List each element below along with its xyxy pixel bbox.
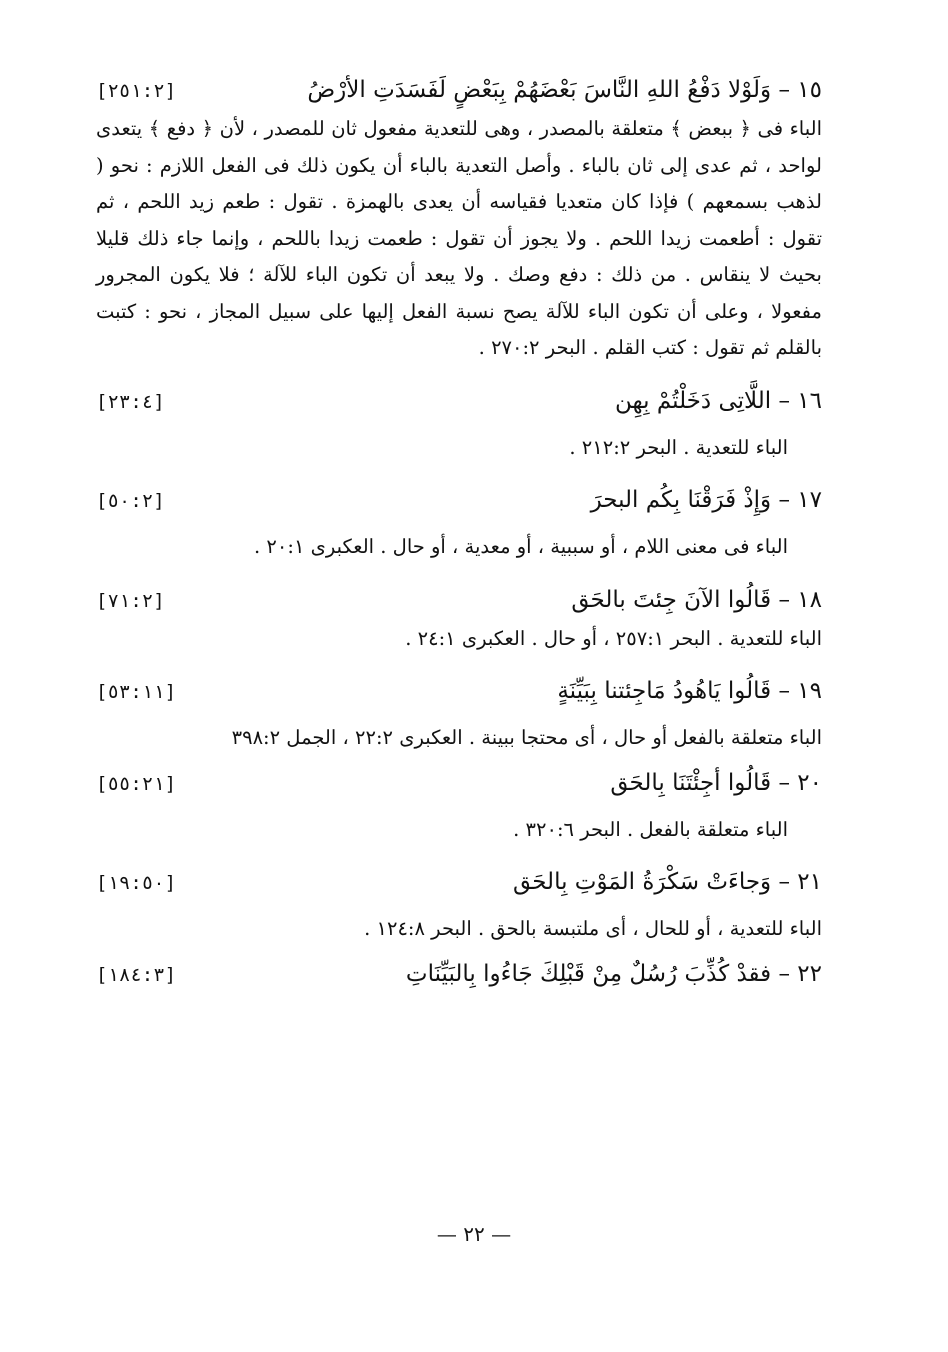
entry-commentary: الباء فى معنى اللام ، أو سببية ، أو معدية ، أو حال . العكبرى ٢٠:١ . <box>254 535 788 558</box>
entry-commentary: الباء متعلقة بالفعل أو حال ، أى محتجا ببينة . العكبرى ٢٢:٢ ، الجمل ٣٩٨:٢ <box>231 726 822 749</box>
entry-heading <box>96 763 822 804</box>
verse-reference: [٢٣:٤] <box>96 390 165 413</box>
verse-reference: [١٨٤:٣] <box>96 963 177 986</box>
entry-heading <box>96 954 822 995</box>
verse-text: ٢٢ – فقدْ كُذِّبَ رُسُلٌ مِنْ قَبْلِكَ جَاءُوا بِالبَيِّنَاتِ <box>405 960 822 987</box>
entry-heading <box>96 381 822 422</box>
entry-heading <box>96 480 822 521</box>
verse-text: ١٩ – قَالُوا يَاهُودُ مَاجِئتنا بِبَيِّنَةٍ <box>557 678 822 704</box>
entry-heading <box>96 862 822 903</box>
entry-heading <box>96 671 822 712</box>
verse-text: ١٦ – اللَّاتِى دَخَلْتُمْ بِهِن <box>615 387 822 414</box>
verse-reference: [٧١:٢] <box>96 589 165 612</box>
verse-text: ١٧ – وَإِذْ فَرَقْنَا بِكُم البحرَ <box>590 487 822 513</box>
verse-reference: [٥٥:٢١] <box>96 772 177 795</box>
verse-text: ٢١ – وَجاءَتْ سَكْرَةُ المَوْتِ بِالحَق <box>513 869 822 895</box>
verse-text: ٢٠ – قَالُوا أجِئْتَنَا بِالحَق <box>610 769 822 796</box>
verse-text: ١٥ – وَلَوْلا دَفْعُ اللهِ النَّاسَ بَعْضَهُمْ بِبَعْضٍ لَفَسَدَتِ الأرْضُ <box>307 77 822 103</box>
entry-heading <box>96 580 822 621</box>
entry-heading <box>96 70 822 111</box>
verse-reference: [٥٠:٢] <box>96 490 165 512</box>
verse-reference: [٥٣:١١] <box>96 681 177 703</box>
verse-text: ١٨ – قَالُوا الآنَ جِئتَ بالحَق <box>571 586 822 613</box>
entry-commentary: الباء للتعدية . البحر ٢٥٧:١ ، أو حال . العكبرى ٢٤:١ . <box>405 626 822 650</box>
entry-commentary: الباء للتعدية . البحر ٢١٢:٢ . <box>569 435 788 459</box>
page-body <box>96 70 822 995</box>
entry-commentary: الباء للتعدية ، أو للحال ، أى ملتبسة بالحق . البحر ١٢٤:٨ . <box>364 917 822 940</box>
entry-commentary: الباء فى ﴿ ببعض ﴾ متعلقة بالمصدر ، وهى للتعدية مفعول ثان للمصدر ، لأن ﴿ دفع ﴾ يتعدى لواحد ، ثم عدى إلى ثان بالباء . وأصل التعدية بالباء أن يكون ذلك فى الفعل اللازم : نحو ( لذهب بسمعهم ) فإذا كان متعديا فقياسه أن يعدى بالهمزة . تقول : طعم زيد اللحم ، ثم تقول : أطعمت زيدا اللحم . ولا يجوز أن تقول : طعمت زيدا باللحم ، وإنما جاء ذلك قليلا بحيث لا ينقاس . من ذلك : دفع وصك . ولا يبعد أن تكون الباء للآلة ؛ فلا يكون المجرور مفعولا ، وعلى أن تكون الباء للآلة يصح نسبة الفعل إليها على سبيل المجاز ، نحو : كتبت بالقلم ثم تقول : كتب القلم . البحر ٢٧٠:٢ . <box>96 117 822 359</box>
entry-commentary: الباء متعلقة بالفعل . البحر ٣٢٠:٦ . <box>513 817 788 841</box>
page-number: — ٢٢ — <box>436 1222 512 1246</box>
verse-reference: [١٩:٥٠] <box>96 872 177 894</box>
verse-reference: [٢٥١:٢] <box>96 80 177 102</box>
